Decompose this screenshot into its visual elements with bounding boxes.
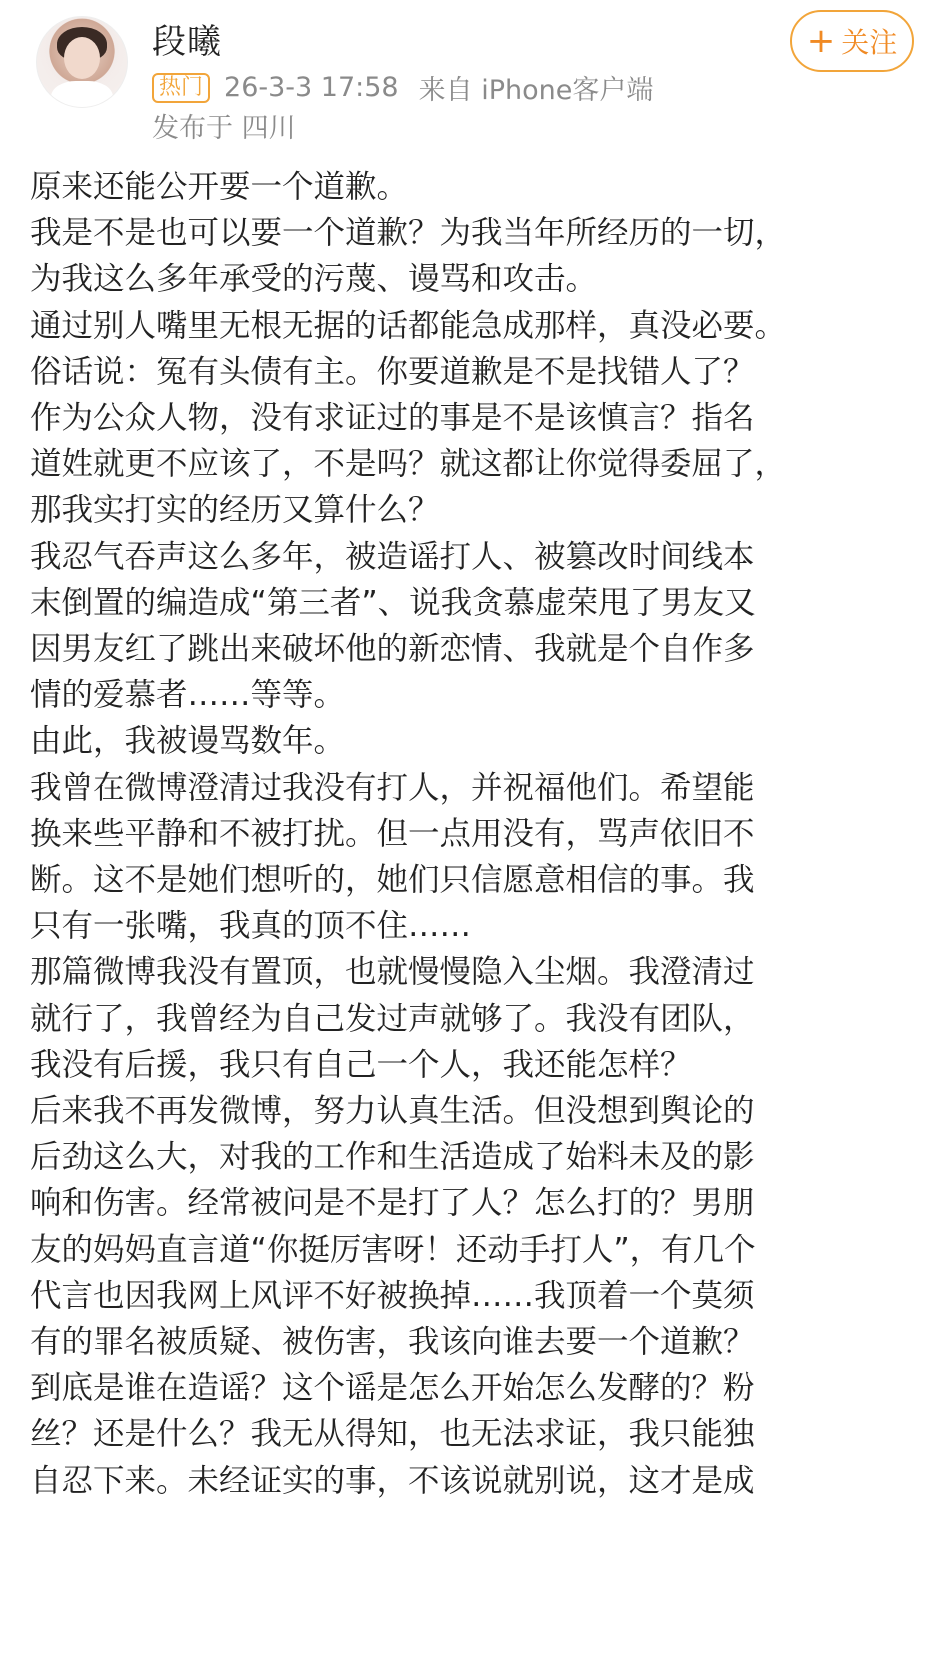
post-location: 发布于 四川 (152, 113, 296, 144)
post-text-line: 丝？还是什么？我无从得知，也无法求证，我只能独 (30, 1416, 755, 1453)
post-text-line: 就行了，我曾经为自己发过声就够了。我没有团队， (30, 1000, 755, 1037)
post-text-line: 为我这么多年承受的污蔑、谩骂和攻击。 (30, 261, 598, 298)
follow-label: 关注 (841, 26, 898, 59)
post-text-line: 后来我不再发微博，努力认真生活。但没想到舆论的 (30, 1093, 755, 1130)
post-text-line: 因男友红了跳出来破坏他的新恋情、我就是个自作多 (30, 631, 755, 668)
post-text-line: 情的爱慕者……等等。 (30, 677, 346, 714)
post-text-line: 我是不是也可以要一个道歉？为我当年所经历的一切， (30, 215, 787, 252)
post-meta (152, 68, 653, 107)
avatar-body (51, 81, 113, 108)
plus-icon: + (806, 21, 836, 61)
post-text-line: 我忍气吞声这么多年，被造谣打人、被篡改时间线本 (30, 538, 755, 575)
post-content (30, 164, 920, 1504)
post-text-line: 只有一张嘴，我真的顶不住…… (30, 908, 472, 945)
post-text-line: 友的妈妈直言道“你挺厉害呀！还动手打人”，有几个 (30, 1231, 756, 1268)
post-text-line: 道姓就更不应该了，不是吗？就这都让你觉得委屈了， (30, 446, 787, 483)
post-header (0, 0, 944, 158)
post-timestamp: 26-3-3 17:58 (224, 72, 399, 103)
user-name[interactable]: 段曦 (152, 22, 222, 62)
hot-badge: 热门 (152, 73, 210, 103)
avatar-face (64, 37, 100, 79)
post-text-line: 我没有后援，我只有自己一个人，我还能怎样？ (30, 1046, 692, 1083)
post-text-line: 断。这不是她们想听的，她们只信愿意相信的事。我 (30, 862, 755, 899)
post-text-line: 有的罪名被质疑、被伤害，我该向谁去要一个道歉？ (30, 1324, 755, 1361)
post-text-line: 我曾在微博澄清过我没有打人，并祝福他们。希望能 (30, 769, 755, 806)
post-text-line: 俗话说：冤有头债有主。你要道歉是不是找错人了？ (30, 353, 755, 390)
post-text-line: 那我实打实的经历又算什么？ (30, 492, 440, 529)
post-text-line: 后劲这么大，对我的工作和生活造成了始料未及的影 (30, 1139, 755, 1176)
post-text-line: 代言也因我网上风评不好被换掉……我顶着一个莫须 (30, 1277, 755, 1314)
post-source: 来自 iPhone客户端 (418, 75, 654, 106)
post-text-line: 通过别人嘴里无根无据的话都能急成那样，真没必要。 (30, 307, 787, 344)
post-text-line: 那篇微博我没有置顶，也就慢慢隐入尘烟。我澄清过 (30, 954, 755, 991)
post-text-line: 自忍下来。未经证实的事，不该说就别说，这才是成 (30, 1462, 755, 1499)
post-text-line: 作为公众人物，没有求证过的事是不是该慎言？指名 (30, 400, 755, 437)
post-text-line: 到底是谁在造谣？这个谣是怎么开始怎么发酵的？粉 (30, 1370, 755, 1407)
post-text-line: 响和伤害。经常被问是不是打了人？怎么打的？男朋 (30, 1185, 755, 1222)
post-text-line: 换来些平静和不被打扰。但一点用没有，骂声依旧不 (30, 815, 755, 852)
post-text-line: 原来还能公开要一个道歉。 (30, 169, 409, 205)
avatar[interactable] (36, 16, 128, 108)
post-text-line: 由此，我被谩骂数年。 (30, 723, 346, 760)
follow-button[interactable] (790, 10, 914, 72)
post-text-line: 末倒置的编造成“第三者”、说我贪慕虚荣甩了男友又 (30, 584, 756, 621)
